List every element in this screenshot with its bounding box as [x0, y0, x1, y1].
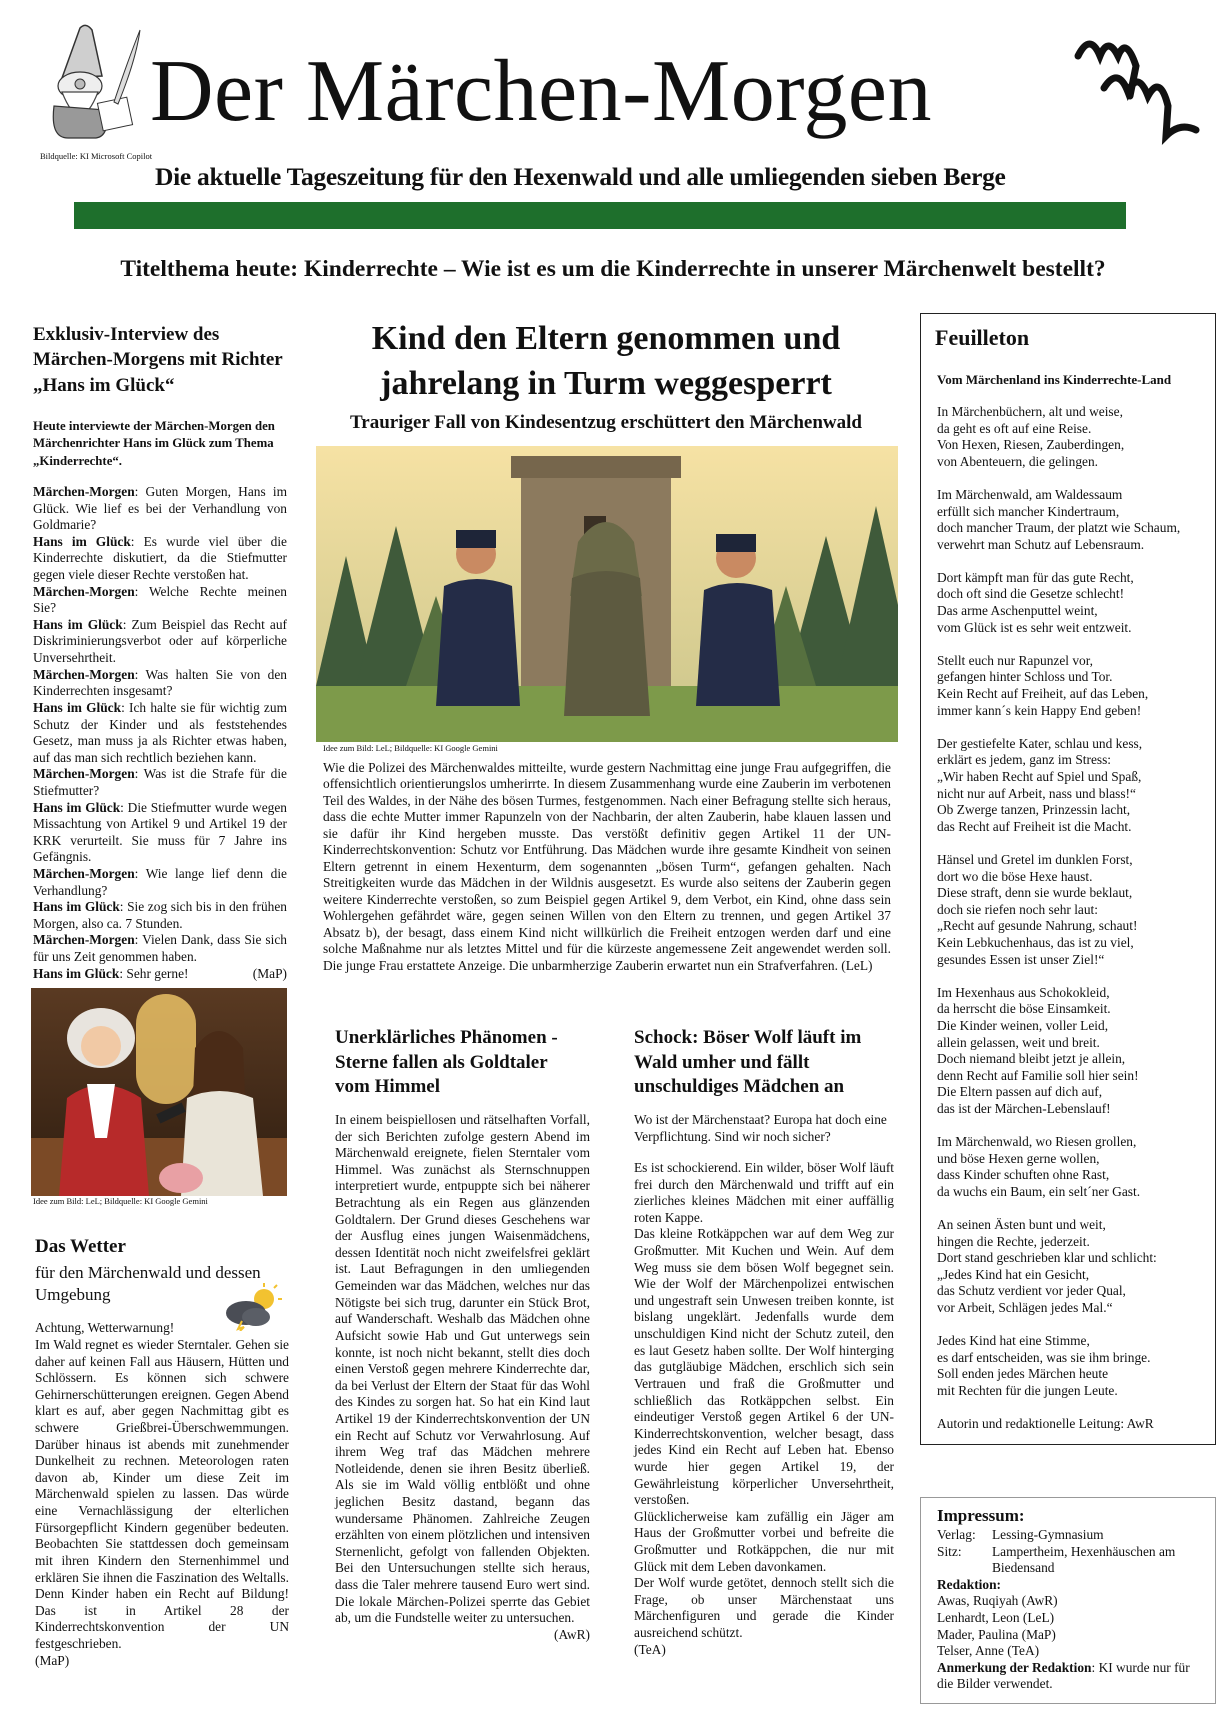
poem-stanza: Jedes Kind hat eine Stimme, es darf entscheiden, was sie ihm bringe. Soll enden jedes Märchen heute mit Rechten für die jungen Leute.	[937, 1333, 1151, 1398]
storm-cloud-icon	[222, 1283, 284, 1331]
tower-image-caption: Idee zum Bild: LeL; Bildquelle: KI Google Gemini	[323, 743, 498, 753]
interview-line: Hans im Glück: Sie zog sich bis in den frühen Morgen, also ca. 7 Stunden.	[33, 899, 287, 931]
weather-author: (MaP)	[35, 1652, 70, 1668]
weather-warning: Achtung, Wetterwarnung!	[35, 1320, 175, 1335]
monogram-logo	[1070, 26, 1205, 146]
judge-image-caption: Idee zum Bild: LeL; Bildquelle: KI Google Gemini	[33, 1196, 208, 1206]
interview-lead: Heute interviewte der Märchen-Morgen den Märchenrichter Hans im Glück zum Thema „Kinderrechte“.	[33, 419, 275, 468]
impressum-member: Mader, Paulina (MaP)	[937, 1626, 1056, 1642]
interview-line: Hans im Glück: Die Stiefmutter wurde wegen Missachtung von Artikel 9 und Artikel 19 der KRK verurteilt. Sie muss für 7 Jahre ins Gefängnis.	[33, 799, 287, 865]
interview-line: Märchen-Morgen: Welche Rechte meinen Sie?	[33, 583, 287, 616]
impressum-headline: Impressum:	[937, 1506, 1025, 1525]
lead-topic: Titelthema heute: Kinderrechte – Wie ist es um die Kinderrechte in unserer Märchenwelt bestellt?	[120, 256, 1106, 282]
interview-line: Märchen-Morgen: Was ist die Strafe für die Stiefmutter?	[33, 766, 287, 798]
poem-stanza: Im Märchenwald, am Waldessaum erfüllt sich mancher Kindertraum, doch mancher Traum, der platzt wie Schaum, verwehrt man Schutz auf Lebensraum.	[937, 486, 1181, 552]
poem-stanza: An seinen Ästen bunt und weit, hingen die Rechte, jederzeit. Dort stand geschrieben klar und schlicht: „Jedes Kind hat ein Gesicht, das Schutz verdient vor jeder Qual, vor Arbeit, Schlägen jedes Mal.“	[937, 1216, 1157, 1316]
poem-stanza: Der gestiefelte Kater, schlau und kess, erklärt es jedem, ganz im Stress: „Wir haben Recht auf Spiel und Spaß, nicht nur auf Arbeit, nass und blass!“ Ob Zwerge tanzen, Prinzessin lacht, das Recht auf Freiheit ist die Macht.	[937, 735, 1143, 834]
impressum-member: Telser, Anne (TeA)	[937, 1643, 1040, 1659]
wolf-article-author: (TeA)	[634, 1641, 666, 1657]
poem-stanza: Im Märchenwald, wo Riesen grollen, und böse Hexen gerne wollen, dass Kinder schuften ohne Rast, da wuchs ein Baum, ein selt´ner Gast.	[937, 1134, 1141, 1199]
interview-author: (MaP)	[252, 965, 287, 981]
feuilleton-author: Autorin und redaktionelle Leitung: AwR	[937, 1416, 1154, 1432]
interview-line: Hans im Glück: Zum Beispiel das Recht auf Diskriminierungsverbot oder auf körperliche Unversehrtheit.	[33, 616, 287, 666]
interview-headline: Exklusiv-Interview des Märchen-Morgens mit Richter „Hans im Glück“	[33, 324, 283, 396]
wolf-article-body: Es ist schockierend. Ein wilder, böser Wolf läuft frei durch den Märchenwald und trifft auf ein zierliches kleines Mädchen mit einer auffällig roten Kappe. Das kleine Rotkäppchen war auf dem Weg zur Großmutter. Mit Kuchen und Wein. Auf dem Weg muss sie dem bösen Wolf begegnet sein. Wie der Wolf der Märchenpolizei entwischen und ungestraft sein Unwesen treiben konnte, ist bislang ungeklärt. Jedenfalls wurde dem unschuldigen Kind nicht der Schutz zuteil, den es laut Gesetz haben sollte. Der Wolf hinterging das gutgläubige Mädchen, erschlich sich sein Vertrauen und fraß die Großmutter und schließlich das Rotkäppchen selbst. Ein eindeutiger Verstoß gegen Artikel 6 der UN-Kinderrechtskonvention, welcher besagt, dass jedes Kind ein Recht auf Leben hat. Ebenso wurde hier gegen Artikel 19, der Gewährleistung körperlicher Unversehrtheit, verstoßen. Glücklicherweise kam zufällig ein Jäger am Haus der Großmutter vorbei und befreite die Großmutter und Rotkäppchen, die nur mit Glück mit dem Leben davonkamen. Der Wolf wurde getötet, dennoch stellt sich die Frage, ob unser Märchenstaat uns Märchenfiguren und gerade die Kinder ausreichend schützt. (TeA)	[634, 1160, 894, 1657]
interview-line: Märchen-Morgen: Was halten Sie von den Kinderrechten insgesamt?	[33, 666, 287, 699]
interview-line: Märchen-Morgen: Wie lange lief denn die Verhandlung?	[33, 866, 287, 898]
interview-line: Hans im Glück: Sehr gerne! (MaP)	[33, 965, 287, 981]
interview-line: Märchen-Morgen: Vielen Dank, dass Sie sich für uns Zeit genommen haben.	[33, 932, 287, 965]
poem-stanza: Dort kämpft man für das gute Recht, doch oft sind die Gesetze schlecht! Das arme Aschenputtel weint, vom Glück ist es sehr weit entzweit.	[937, 569, 1134, 635]
impressum-body: Verlag: Lessing-Gymnasium Sitz: Lampertheim, Hexenhäuschen am Biedensand Redaktion: Awas, Ruqiyah (AwR) Lenhardt, Leon (LeL) Mader, Paulina (MaP) Telser, Anne (TeA) Anmerkung der Redaktion: KI wurde nur für die Bilder verwendet.	[937, 1527, 1207, 1693]
main-article-headline: Kind den Eltern genommen und jahrelang in Turm weggesperrt	[371, 320, 841, 403]
impressum-member: Awas, Ruqiyah (AwR)	[937, 1593, 1058, 1609]
stars-article-body: In einem beispiellosen und rätselhaften Vorfall, der sich Berichten zufolge gestern Abend im Märchenwald ereignete, fielen Sterntaler vom Himmel. Was zunächst als Sternschnuppen interpretiert wurde, entpuppte sich bei näherer Betrachtung als ein Regen aus glänzenden Goldtalern. Der Grund dieses Geschehens war der Ausflug eines jungen Waisenmädchens, dessen Identität noch nicht zweifelsfrei geklärt ist. Laut Befragungen in den umliegenden Gemeinden war das Mädchen, welches nur das Nötigste bei sich trug, darunter ein Stück Brot, auf Wanderschaft. Weshalb das Mädchen ohne Aufsicht sowie Hab und Gut unterwegs sein konnte, ist noch nicht bekannt, stellt dies doch einen Verstoß gegen mehrere Kinderrechte dar, da bei Verlust der Eltern der Staat für das Wohl des Kindes zu sorgen hat. So hat ein Kind laut Artikel 19 der Kinderrechtskonvention der UN ein Recht auf Schutz vor Verwahrlosung. Auf ihrem Weg traf das Mädchen mehrere Notleidende, denen sie ihren Besitz überließ. Als sie im Wald völlig entblößt und ohne jeglichen Besitz dastand, begann das wundersame Phänomen. Zahlreiche Zeugen erzählten von einem plötzlichen und intensiven Sternenlicht, gefolgt von fallenden Objekten. Bei den Untersuchungen stellte sich heraus, dass die Taler mehrere tausend Euro wert sind. Die lokale Märchen-Polizei sperrte das Gebiet ab, um die Fundstelle weiter zu untersuchen. (AwR)	[335, 1112, 590, 1642]
judge-interview-image	[31, 988, 287, 1196]
poem-stanza: Stellt euch nur Rapunzel vor, gefangen hinter Schloss und Tor. Kein Recht auf Freiheit, auf das Leben, immer kann´s kein Happy End geben!	[937, 652, 1149, 718]
weather-subheadline: für den Märchenwald und dessen Umgebung	[35, 1263, 261, 1305]
poem-title: Vom Märchenland ins Kinderrechte-Land	[937, 372, 1172, 387]
weather-headline: Das Wetter	[35, 1236, 126, 1257]
newspaper-title: Der Märchen-Morgen	[150, 43, 932, 140]
feuilleton-headline: Feuilleton	[935, 325, 1030, 350]
wolf-article-headline: Schock: Böser Wolf läuft im Wald umher und fällt unschuldiges Mädchen an	[634, 1027, 862, 1097]
poem-stanza: Im Hexenhaus aus Schokokleid, da herrscht die böse Einsamkeit. Die Kinder weinen, voller Leid, allein gelassen, weit und breit. Doch niemand bleibt jetzt je allein, denn Recht auf Familie soll hier sein! Die Eltern passen auf dich auf, das ist der Märchen-Lebenslauf!	[937, 984, 1139, 1116]
interview-body	[33, 484, 287, 982]
editorial-note: Anmerkung der Redaktion: KI wurde nur für die Bilder verwendet.	[937, 1659, 1190, 1692]
main-article-body: Wie die Polizei des Märchenwaldes mitteilte, wurde gestern Nachmittag eine junge Frau aufgegriffen, die offensichtlich orientierungslos umherirrte. In diesem Zusammenhang wurde eine Zauberin im verbotenen Teil des Waldes, in der Nähe des bösen Turmes, festgenommen. Nach einer Befragung stellte sich heraus, dass die echte Mutter immer Rapunzeln von der Nachbarin, der alten Zauberin, habe klauen lassen und sie dafür ihr Kind hergeben musste. Das verstößt definitiv gegen Artikel 11 der UN-Kinderrechtskonvention: Schutz vor Entführung. Das Mädchen wurde ihre gesamte Kindheit von seinen Eltern getrennt in einem Hexenturm, dem sogenannten „bösen Turm“, gefangen gehalten. Nach Streitigkeiten wurde das Mädchen in der Wildnis ausgesetzt. Es wurde also seitens der Zauberin gegen weitere Kinderrechte verstoßen, so zum Beispiel gegen Artikel 9, dem Verbot, ein Kind, ohne dass sein Wohlergehen gefährdet wäre, gegen seinen Willen von den Eltern zu trennen, und gegen Artikel 37 Absatz b), der besagt, dass einem Kind nicht willkürlich die Freiheit entzogen werden darf und eine solche Maßnahme nur als letztes Mittel und für die kürzeste angemessene Zeit angewendet werden soll. Die junge Frau erstattete Anzeige. Die unbarmherzige Zauberin erwartet nun ein Strafverfahren. (LeL)	[323, 760, 891, 973]
newspaper-subtitle: Die aktuelle Tageszeitung für den Hexenwald und alle umliegenden sieben Berge	[155, 162, 1006, 191]
header-divider-bar	[74, 202, 1126, 229]
poem-stanza: In Märchenbüchern, alt und weise, da geht es oft auf eine Reise. Von Hexen, Riesen, Zauberdingen, von Abenteuern, die gelingen.	[937, 404, 1125, 469]
poem-stanza: Hänsel und Gretel im dunklen Forst, dort wo die böse Hexe haust. Diese straft, denn sie wurde beklaut, doch sie riefen noch sehr laut: „Recht auf gesunde Nahrung, schaut! Kein Lebkuchenhaus, das ist zu viel, gesundes Essen ist unser Ziel!“	[937, 851, 1138, 967]
gnome-scribe-illustration	[40, 20, 150, 140]
tower-arrest-image	[316, 446, 898, 742]
poem-body	[937, 404, 1207, 1433]
stars-article-headline: Unerklärliches Phänomen - Sterne fallen als Goldtaler vom Himmel	[335, 1027, 558, 1097]
interview-line: Hans im Glück: Es wurde viel über die Kinderrechte diskutiert, da die Stiefmutter gegen viele dieser Rechte verstoßen hat.	[33, 533, 287, 583]
wolf-article-lead: Wo ist der Märchenstaat? Europa hat doch eine Verpflichtung. Sind wir noch sicher?	[634, 1112, 887, 1144]
interview-line: Märchen-Morgen: Guten Morgen, Hans im Glück. Wie lief es bei der Verhandlung von Goldmarie?	[33, 484, 287, 533]
interview-line: Hans im Glück: Ich halte sie für wichtig zum Schutz der Kinder und als feststehendes Gesetz, man muss ja als Richter etwas haben, auf das man sich rechtlich beziehen kann.	[33, 699, 287, 765]
weather-body: Im Wald regnet es wieder Sterntaler. Gehen sie daher auf keinen Fall aus Häusern, Hütten und Schlössern. Es können sich schwere Gehirnerschütterungen ereignen. Gegen Abend klart es auf, aber gegen Nachmittag gibt es schwere Grießbrei-Überschwemmungen. Darüber hinaus ist abends mit zunehmender Dunkelheit zu rechnen. Meteorologen raten davon ab, Kinder um diese Zeit im Märchenwald spielen zu lassen. Das würde eine Vernachlässigung der elterlichen Fürsorgepflicht Kindern gegenüber bedeuten. Beobachten Sie stattdessen doch gemeinsam mit ihren Kindern den Sternenhimmel und erklären Sie ihnen die Faszination des Weltalls. Denn Kinder haben ein Recht auf Bildung! Das ist in Artikel 28 der Kinderrechtskonvention der UN festgeschrieben. (MaP)	[35, 1337, 289, 1668]
gnome-image-credit: Bildquelle: KI Microsoft Copilot	[40, 151, 153, 161]
main-article-subheadline: Trauriger Fall von Kindesentzug erschüttert den Märchenwald	[350, 412, 862, 433]
impressum-member: Lenhardt, Leon (LeL)	[937, 1610, 1055, 1626]
stars-article-author: (AwR)	[554, 1626, 590, 1642]
